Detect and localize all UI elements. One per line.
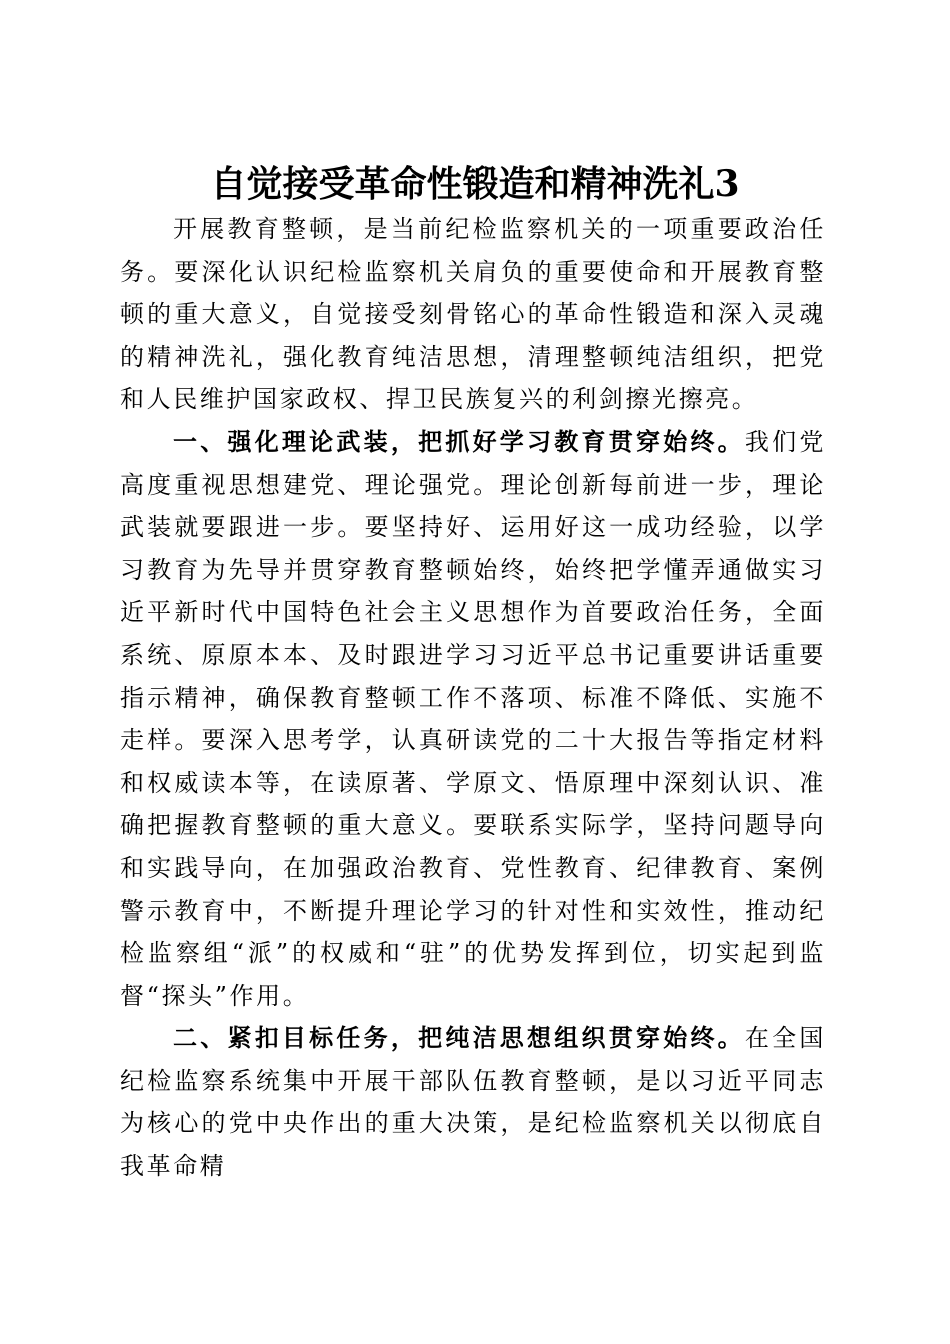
paragraph-section-1 — [120, 421, 826, 1017]
section-1-text: 我们党高度重视思想建党、理论强党。理论创新每前进一步，理论武装就要跟进一步。要坚持好、运用好这一成功经验，以学习教育为先导并贯穿教育整顿始终，始终把学懂弄通做实习近平新时代中国特色社会主义思想作为首要政治任务，全面系统、原原本本、及时跟进学习习近平总书记重要讲话重要指示精神，确保教育整顿工作不落项、标准不降低、实施不走样。要深入思考学，认真研读党的二十大报告等指定材料和权威读本等，在读原著、学原文、悟原理中深刻认识、准确把握教育整顿的重大意义。要联系实际学，坚持问题导向和实践导向，在加强政治教育、党性教育、纪律教育、案例警示教育中，不断提升理论学习的针对性和实效性，推动纪检监察组“派”的权威和“驻”的优势发挥到位，切实起到监督“探头”作用。 — [120, 427, 826, 1010]
section-2-heading: 二、紧扣目标任务，把纯洁思想组织贯穿始终。 — [173, 1024, 745, 1053]
document-body — [120, 208, 826, 1188]
document-title: 自觉接受革命性锻造和精神洗礼3 — [210, 163, 740, 206]
paragraph-intro-text: 开展教育整顿，是当前纪检监察机关的一项重要政治任务。要深化认识纪检监察机关肩负的重要使命和开展教育整顿的重大意义，自觉接受刻骨铭心的革命性锻造和深入灵魂的精神洗礼，强化教育纯洁思想，清理整顿纯洁组织，把党和人民维护国家政权、捍卫民族复兴的利剑擦光擦亮。 — [120, 215, 826, 414]
section-1-heading: 一、强化理论武装，把抓好学习教育贯穿始终。 — [173, 427, 745, 456]
paragraph-section-2 — [120, 1017, 826, 1187]
paragraph-intro — [120, 208, 826, 421]
section-2-text: 在全国纪检监察系统集中开展干部队伍教育整顿，是以习近平同志为核心的党中央作出的重大决策，是纪检监察机关以彻底自我革命精 — [120, 1024, 826, 1181]
